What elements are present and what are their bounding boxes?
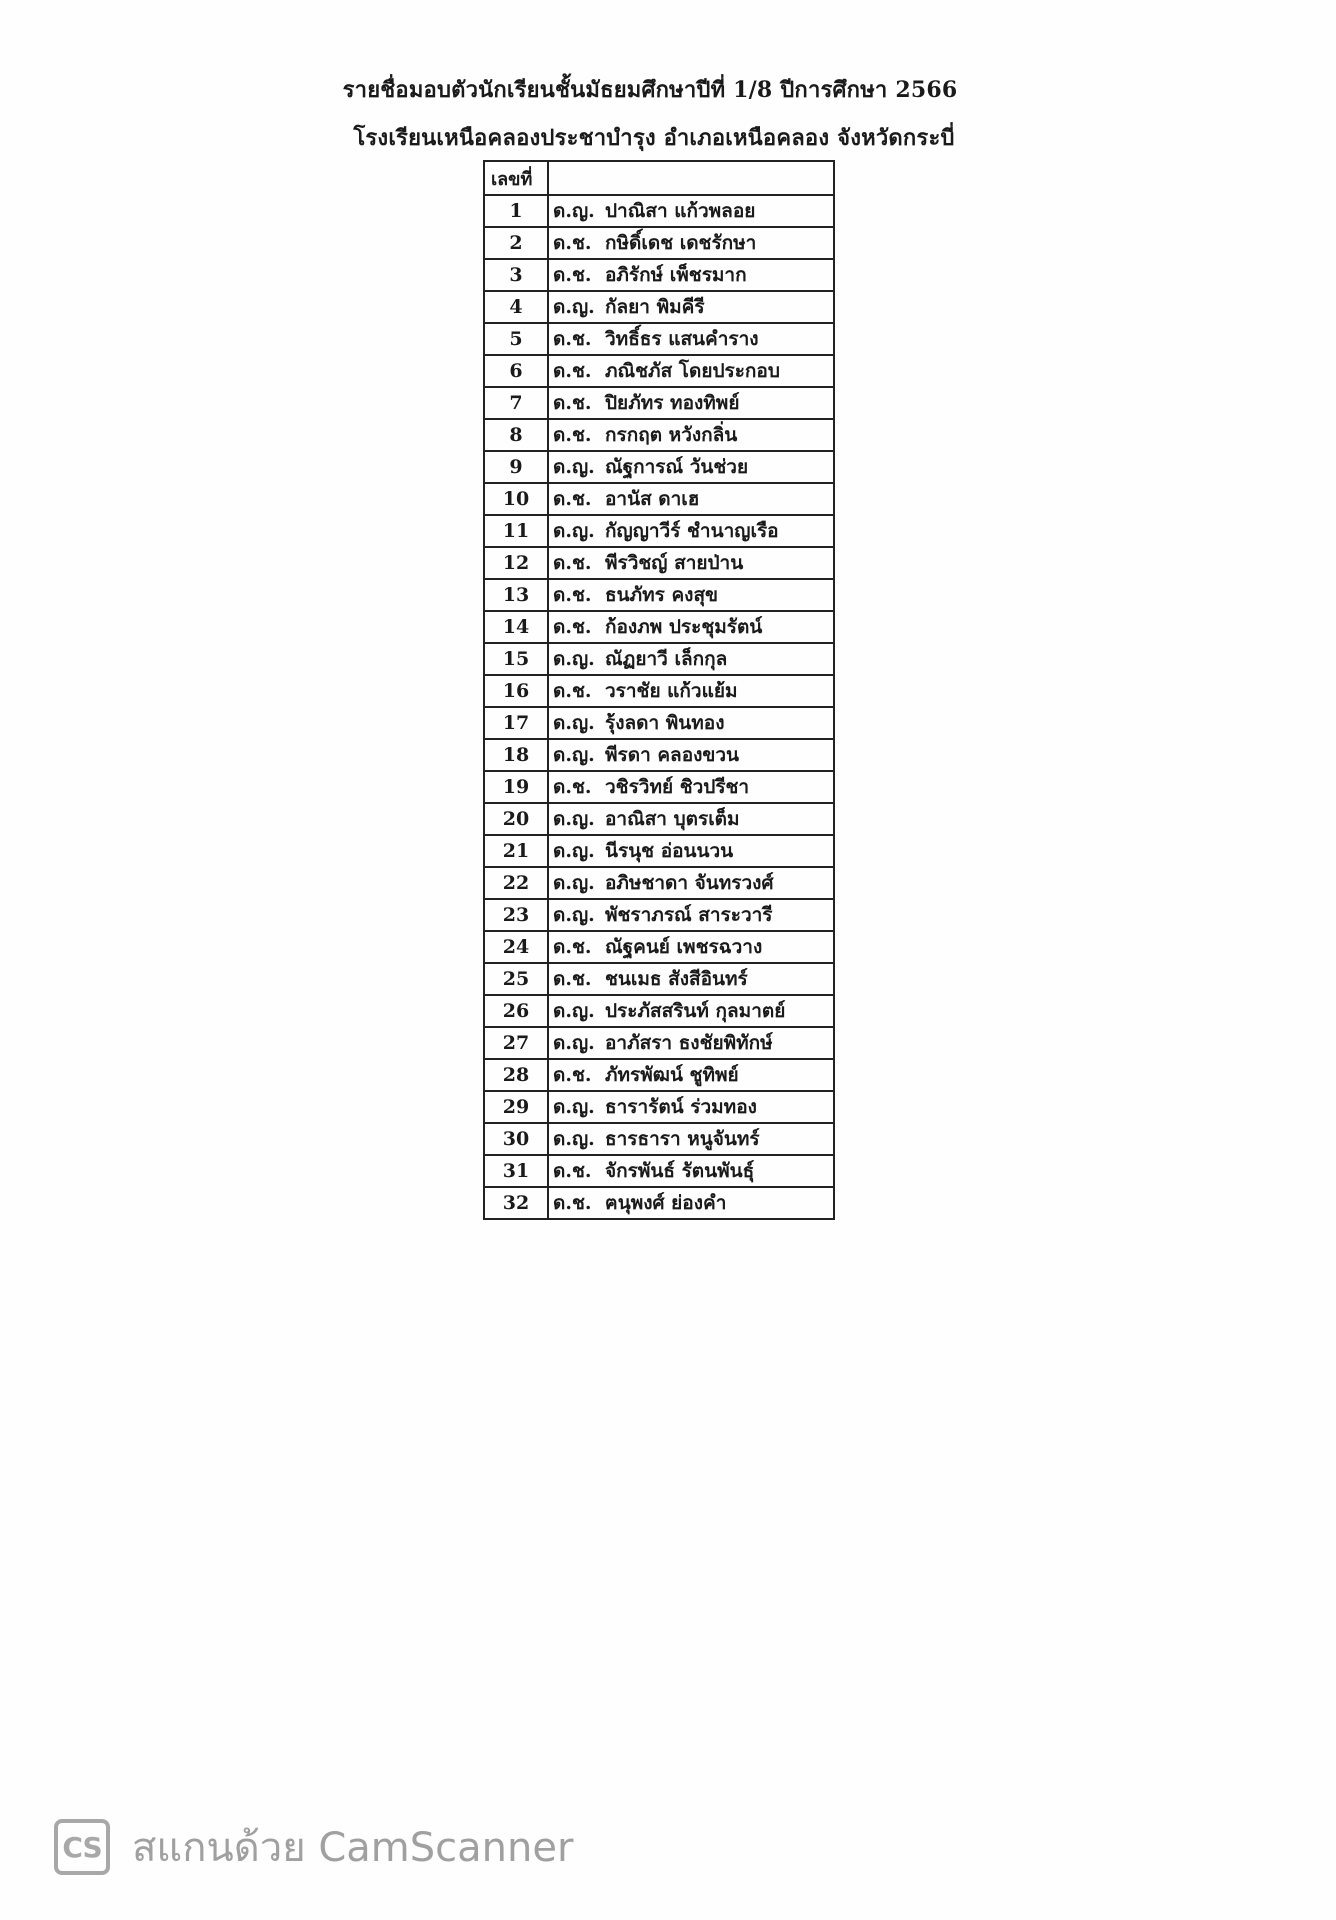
student-name: วิทธิ์ธร แสนคำราง xyxy=(605,328,759,350)
student-number: 7 xyxy=(484,387,548,419)
table-row xyxy=(484,995,834,1027)
camscanner-watermark xyxy=(54,1815,573,1879)
student-name-cell xyxy=(548,547,834,579)
student-number: 16 xyxy=(484,675,548,707)
table-row xyxy=(484,419,834,451)
student-number: 28 xyxy=(484,1059,548,1091)
student-title-prefix: ด.ช. xyxy=(553,328,592,350)
student-name-cell xyxy=(548,1059,834,1091)
student-number: 14 xyxy=(484,611,548,643)
student-name-cell xyxy=(548,963,834,995)
table-header-row xyxy=(484,161,834,195)
student-name: ธนภัทร คงสุข xyxy=(605,584,719,606)
table-row xyxy=(484,675,834,707)
student-name: ปิยภัทร ทองทิพย์ xyxy=(605,392,740,414)
student-title-prefix: ด.ช. xyxy=(553,488,592,510)
student-name-cell xyxy=(548,771,834,803)
table-row xyxy=(484,259,834,291)
student-name: วชิรวิทย์ ชิวปรีชา xyxy=(605,776,750,798)
student-number: 2 xyxy=(484,227,548,259)
student-number: 9 xyxy=(484,451,548,483)
school-subtitle: โรงเรียนเหนือคลองประชาบำรุง อำเภอเหนือคลอง จังหวัดกระบี่ xyxy=(353,125,955,151)
student-title-prefix: ด.ช. xyxy=(553,552,592,574)
student-number: 12 xyxy=(484,547,548,579)
student-name-cell xyxy=(548,931,834,963)
student-title-prefix: ด.ช. xyxy=(553,616,592,638)
table-row xyxy=(484,771,834,803)
student-number: 5 xyxy=(484,323,548,355)
student-number: 11 xyxy=(484,515,548,547)
student-number: 8 xyxy=(484,419,548,451)
table-row xyxy=(484,1091,834,1123)
student-number: 17 xyxy=(484,707,548,739)
student-name: ณัฐการณ์ วันช่วย xyxy=(605,456,749,478)
table-row xyxy=(484,387,834,419)
table-row xyxy=(484,867,834,899)
table-row xyxy=(484,707,834,739)
table-row xyxy=(484,899,834,931)
student-number: 21 xyxy=(484,835,548,867)
student-title-prefix: ด.ช. xyxy=(553,680,592,702)
student-title-prefix: ด.ช. xyxy=(553,424,592,446)
table-row xyxy=(484,1059,834,1091)
table-row xyxy=(484,579,834,611)
document-title: รายชื่อมอบตัวนักเรียนชั้นมัธยมศึกษาปีที่ 1/8 ปีการศึกษา 2566 xyxy=(342,77,958,103)
student-name-cell xyxy=(548,195,834,227)
student-name-cell xyxy=(548,899,834,931)
student-name: วราชัย แก้วแย้ม xyxy=(605,680,738,702)
student-title-prefix: ด.ญ. xyxy=(553,1096,595,1118)
student-title-prefix: ด.ญ. xyxy=(553,648,595,670)
student-name-cell xyxy=(548,419,834,451)
student-title-prefix: ด.ญ. xyxy=(553,744,595,766)
student-name: ธารารัตน์ ร่วมทอง xyxy=(605,1096,757,1118)
student-name-cell xyxy=(548,323,834,355)
table-row xyxy=(484,483,834,515)
student-number: 23 xyxy=(484,899,548,931)
student-title-prefix: ด.ญ. xyxy=(553,808,595,830)
table-row xyxy=(484,195,834,227)
student-title-prefix: ด.ช. xyxy=(553,1160,592,1182)
student-name-cell xyxy=(548,1155,834,1187)
student-title-prefix: ด.ญ. xyxy=(553,520,595,542)
student-title-prefix: ด.ช. xyxy=(553,392,592,414)
student-number: 29 xyxy=(484,1091,548,1123)
student-title-prefix: ด.ญ. xyxy=(553,456,595,478)
student-name-cell xyxy=(548,227,834,259)
student-name-cell xyxy=(548,675,834,707)
student-name-cell xyxy=(548,1187,834,1219)
table-row xyxy=(484,1187,834,1219)
student-title-prefix: ด.ช. xyxy=(553,1192,592,1214)
student-name-cell xyxy=(548,483,834,515)
student-name: ปาณิสา แก้วพลอย xyxy=(605,200,756,222)
student-number: 32 xyxy=(484,1187,548,1219)
camscanner-logo-icon: CS xyxy=(54,1819,110,1875)
table-row xyxy=(484,1027,834,1059)
table-row xyxy=(484,1123,834,1155)
student-number: 1 xyxy=(484,195,548,227)
student-name: กัลยา พิมคีรี xyxy=(605,296,705,318)
student-roster-table xyxy=(483,160,835,1220)
student-number: 31 xyxy=(484,1155,548,1187)
table-row xyxy=(484,515,834,547)
student-name: อาณิสา บุตรเต็ม xyxy=(605,808,740,830)
student-name-cell xyxy=(548,515,834,547)
table-row xyxy=(484,547,834,579)
student-title-prefix: ด.ช. xyxy=(553,264,592,286)
student-name-cell xyxy=(548,1027,834,1059)
student-title-prefix: ด.ญ. xyxy=(553,1128,595,1150)
student-name: รุ้งลดา พินทอง xyxy=(605,712,725,734)
student-name-cell xyxy=(548,995,834,1027)
student-name: ณัฏยาวี เล็กกุล xyxy=(605,648,728,670)
student-number: 18 xyxy=(484,739,548,771)
student-name: พีรดา คลองขวน xyxy=(605,744,740,766)
student-number: 24 xyxy=(484,931,548,963)
student-number: 26 xyxy=(484,995,548,1027)
table-row xyxy=(484,451,834,483)
table-row xyxy=(484,739,834,771)
student-name: ก้องภพ ประชุมรัตน์ xyxy=(605,616,763,638)
student-title-prefix: ด.ช. xyxy=(553,1064,592,1086)
student-name-cell xyxy=(548,291,834,323)
student-name-cell xyxy=(548,707,834,739)
student-name: พีรวิชญ์ สายป่าน xyxy=(605,552,744,574)
student-name: ณัฐคนย์ เพชรฉวาง xyxy=(605,936,763,958)
column-header-name xyxy=(548,161,834,195)
student-number: 30 xyxy=(484,1123,548,1155)
table-row xyxy=(484,227,834,259)
student-name: ภณิชภัส โดยประกอบ xyxy=(605,360,780,382)
student-name-cell xyxy=(548,739,834,771)
student-title-prefix: ด.ญ. xyxy=(553,1032,595,1054)
student-name: กษิดิ์เดช เดชรักษา xyxy=(605,232,757,254)
student-title-prefix: ด.ญ. xyxy=(553,296,595,318)
table-row xyxy=(484,963,834,995)
student-number: 6 xyxy=(484,355,548,387)
student-number: 4 xyxy=(484,291,548,323)
watermark-text: สแกนด้วย CamScanner xyxy=(132,1825,574,1871)
table-row xyxy=(484,1155,834,1187)
student-name-cell xyxy=(548,803,834,835)
student-name-cell xyxy=(548,387,834,419)
table-row xyxy=(484,835,834,867)
student-name: ฅนุพงศ์ ย่องคำ xyxy=(605,1192,727,1214)
student-name: ภัทรพัฒน์ ชูทิพย์ xyxy=(605,1064,739,1086)
student-number: 13 xyxy=(484,579,548,611)
student-title-prefix: ด.ช. xyxy=(553,968,592,990)
student-number: 27 xyxy=(484,1027,548,1059)
student-number: 19 xyxy=(484,771,548,803)
table-row xyxy=(484,355,834,387)
student-name-cell xyxy=(548,835,834,867)
table-row xyxy=(484,291,834,323)
student-name-cell xyxy=(548,579,834,611)
student-name: ประภัสสรินท์ กุลมาตย์ xyxy=(605,1000,786,1022)
student-name: ธารธารา หนูจันทร์ xyxy=(605,1128,760,1150)
student-number: 25 xyxy=(484,963,548,995)
table-row xyxy=(484,611,834,643)
student-title-prefix: ด.ช. xyxy=(553,232,592,254)
student-name-cell xyxy=(548,1091,834,1123)
student-name: กัญญาวีร์ ชำนาญเรือ xyxy=(605,520,779,542)
student-title-prefix: ด.ช. xyxy=(553,360,592,382)
student-name: นีรนุช อ่อนนวน xyxy=(605,840,734,862)
table-row xyxy=(484,931,834,963)
table-row xyxy=(484,323,834,355)
student-name-cell xyxy=(548,1123,834,1155)
student-name-cell xyxy=(548,259,834,291)
student-title-prefix: ด.ญ. xyxy=(553,1000,595,1022)
student-number: 10 xyxy=(484,483,548,515)
student-name: อภิษชาดา จันทรวงศ์ xyxy=(605,872,774,894)
student-name: อภิรักษ์ เพ็ชรมาก xyxy=(605,264,747,286)
student-title-prefix: ด.ญ. xyxy=(553,200,595,222)
student-name: จักรพันธ์ รัตนพันธุ์ xyxy=(605,1160,755,1182)
student-title-prefix: ด.ญ. xyxy=(553,840,595,862)
student-name-cell xyxy=(548,643,834,675)
student-title-prefix: ด.ญ. xyxy=(553,904,595,926)
student-name-cell xyxy=(548,451,834,483)
column-header-number: เลขที่ xyxy=(484,161,548,195)
student-name: อานัส ดาเฮ xyxy=(605,488,700,510)
student-title-prefix: ด.ช. xyxy=(553,776,592,798)
student-name: พัชราภรณ์ สาระวารี xyxy=(605,904,773,926)
student-name: กรกฤต หวังกลิ่น xyxy=(605,424,738,446)
student-title-prefix: ด.ช. xyxy=(553,936,592,958)
student-title-prefix: ด.ญ. xyxy=(553,872,595,894)
table-row xyxy=(484,803,834,835)
student-name-cell xyxy=(548,611,834,643)
student-number: 20 xyxy=(484,803,548,835)
student-number: 22 xyxy=(484,867,548,899)
student-name-cell xyxy=(548,867,834,899)
student-title-prefix: ด.ญ. xyxy=(553,712,595,734)
student-title-prefix: ด.ช. xyxy=(553,584,592,606)
student-name-cell xyxy=(548,355,834,387)
student-name: อาภัสรา ธงชัยพิทักษ์ xyxy=(605,1032,773,1054)
student-number: 3 xyxy=(484,259,548,291)
table-row xyxy=(484,643,834,675)
roster-body xyxy=(484,195,834,1219)
student-number: 15 xyxy=(484,643,548,675)
student-name: ชนเมธ สังสีอินทร์ xyxy=(605,968,748,990)
